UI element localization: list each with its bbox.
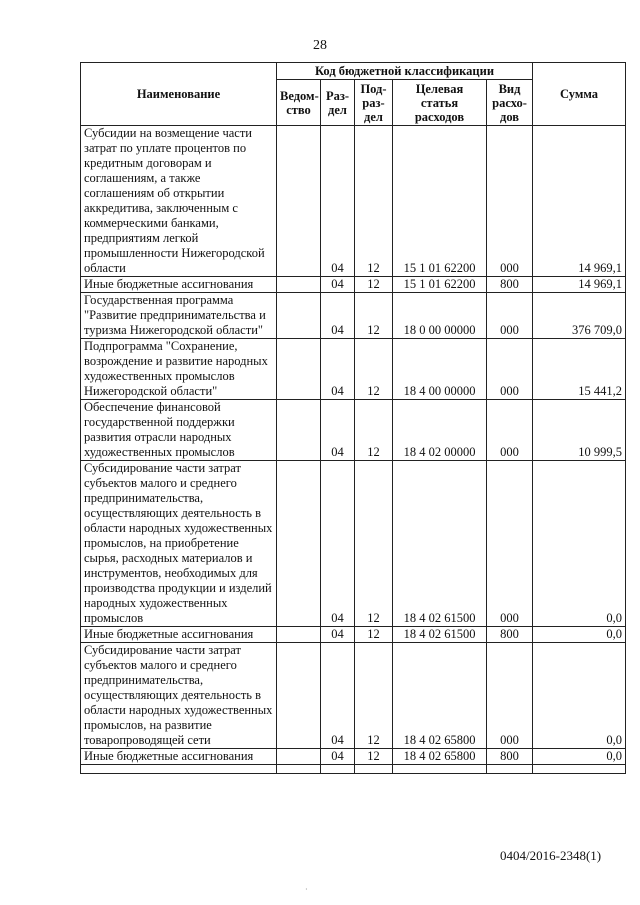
- row-vedomstvo: [277, 126, 321, 277]
- row-razdel: 04: [321, 643, 355, 749]
- row-summa: 15 441,2: [533, 339, 626, 400]
- row-celevaya: 15 1 01 62200: [393, 277, 487, 293]
- header-razdel: Раз-дел: [321, 80, 355, 126]
- header-vedomstvo: Ведом-ство: [277, 80, 321, 126]
- empty-cell: [487, 765, 533, 774]
- row-vid: 000: [487, 293, 533, 339]
- row-name: Государственная программа "Развитие предпринимательства и туризма Нижегородской области": [81, 293, 277, 339]
- row-vid: 000: [487, 126, 533, 277]
- table-row: [81, 126, 626, 277]
- empty-cell: [81, 765, 277, 774]
- row-razdel: 04: [321, 400, 355, 461]
- row-summa: 376 709,0: [533, 293, 626, 339]
- empty-cell: [277, 765, 321, 774]
- header-name: Наименование: [81, 63, 277, 126]
- row-name: Субсидирование части затрат субъектов малого и среднего предпринимательства, осуществляющих деятельность в области народных художественных промыслов, на приобретение сырья, расходных материалов и инструментов, необходимых для производства продукции и изделий народных художественных промыслов: [81, 461, 277, 627]
- row-name: Иные бюджетные ассигнования: [81, 749, 277, 765]
- row-summa: 0,0: [533, 749, 626, 765]
- row-vedomstvo: [277, 461, 321, 627]
- empty-cell: [355, 765, 393, 774]
- row-razdel: 04: [321, 461, 355, 627]
- row-celevaya: 18 0 00 00000: [393, 293, 487, 339]
- row-vid: 000: [487, 643, 533, 749]
- header-summa: Сумма: [533, 63, 626, 126]
- row-vid: 800: [487, 627, 533, 643]
- row-celevaya: 18 4 02 65800: [393, 643, 487, 749]
- row-razdel: 04: [321, 339, 355, 400]
- row-vid: 000: [487, 400, 533, 461]
- table-row: [81, 400, 626, 461]
- row-celevaya: 18 4 02 65800: [393, 749, 487, 765]
- row-celevaya: 15 1 01 62200: [393, 126, 487, 277]
- row-vid: 800: [487, 749, 533, 765]
- row-vedomstvo: [277, 643, 321, 749]
- row-summa: 0,0: [533, 627, 626, 643]
- header-vid: Вид расхо-дов: [487, 80, 533, 126]
- scan-mark: ·: [305, 885, 308, 894]
- row-celevaya: 18 4 02 00000: [393, 400, 487, 461]
- table-row-empty: [81, 765, 626, 774]
- table-row: [81, 643, 626, 749]
- table-row: [81, 627, 626, 643]
- row-vedomstvo: [277, 627, 321, 643]
- row-podrazdel: 12: [355, 126, 393, 277]
- row-summa: 0,0: [533, 461, 626, 627]
- empty-cell: [533, 765, 626, 774]
- row-podrazdel: 12: [355, 461, 393, 627]
- row-podrazdel: 12: [355, 643, 393, 749]
- row-summa: 14 969,1: [533, 277, 626, 293]
- row-celevaya: 18 4 02 61500: [393, 627, 487, 643]
- row-vid: 000: [487, 339, 533, 400]
- table-row: [81, 293, 626, 339]
- row-vedomstvo: [277, 339, 321, 400]
- row-podrazdel: 12: [355, 749, 393, 765]
- row-razdel: 04: [321, 749, 355, 765]
- row-podrazdel: 12: [355, 277, 393, 293]
- row-podrazdel: 12: [355, 400, 393, 461]
- row-name: Субсидии на возмещение части затрат по уплате процентов по кредитным договорам и соглашениям, а также соглашениям об открытии аккредитива, заключенным с коммерческими банками, предприятиям легкой промышленности Нижегородской области: [81, 126, 277, 277]
- row-vedomstvo: [277, 400, 321, 461]
- row-celevaya: 18 4 00 00000: [393, 339, 487, 400]
- row-razdel: 04: [321, 126, 355, 277]
- table-row: [81, 339, 626, 400]
- row-name: Иные бюджетные ассигнования: [81, 277, 277, 293]
- row-vedomstvo: [277, 749, 321, 765]
- header-celevaya: Целевая статья расходов: [393, 80, 487, 126]
- table-row: [81, 277, 626, 293]
- row-name: Подпрограмма "Сохранение, возрождение и развитие народных художественных промыслов Нижегородской области": [81, 339, 277, 400]
- document-code: 0404/2016-2348(1): [500, 848, 602, 863]
- row-vid: 000: [487, 461, 533, 627]
- row-summa: 10 999,5: [533, 400, 626, 461]
- row-podrazdel: 12: [355, 627, 393, 643]
- row-razdel: 04: [321, 293, 355, 339]
- row-summa: 0,0: [533, 643, 626, 749]
- row-vedomstvo: [277, 277, 321, 293]
- table-row: [81, 749, 626, 765]
- header-group: Код бюджетной классификации: [277, 63, 533, 80]
- row-vedomstvo: [277, 293, 321, 339]
- row-name: Субсидирование части затрат субъектов малого и среднего предпринимательства, осуществляющих деятельность в области народных художественных промыслов, на развитие товаропроводящей сети: [81, 643, 277, 749]
- row-razdel: 04: [321, 277, 355, 293]
- page-number: 28: [313, 38, 327, 53]
- empty-cell: [393, 765, 487, 774]
- row-name: Иные бюджетные ассигнования: [81, 627, 277, 643]
- row-summa: 14 969,1: [533, 126, 626, 277]
- budget-table: [80, 62, 626, 774]
- empty-cell: [321, 765, 355, 774]
- row-vid: 800: [487, 277, 533, 293]
- row-name: Обеспечение финансовой государственной поддержки развития отрасли народных художественных промыслов: [81, 400, 277, 461]
- header-podrazdel: Под-раз-дел: [355, 80, 393, 126]
- row-razdel: 04: [321, 627, 355, 643]
- row-podrazdel: 12: [355, 293, 393, 339]
- table-row: [81, 461, 626, 627]
- row-celevaya: 18 4 02 61500: [393, 461, 487, 627]
- row-podrazdel: 12: [355, 339, 393, 400]
